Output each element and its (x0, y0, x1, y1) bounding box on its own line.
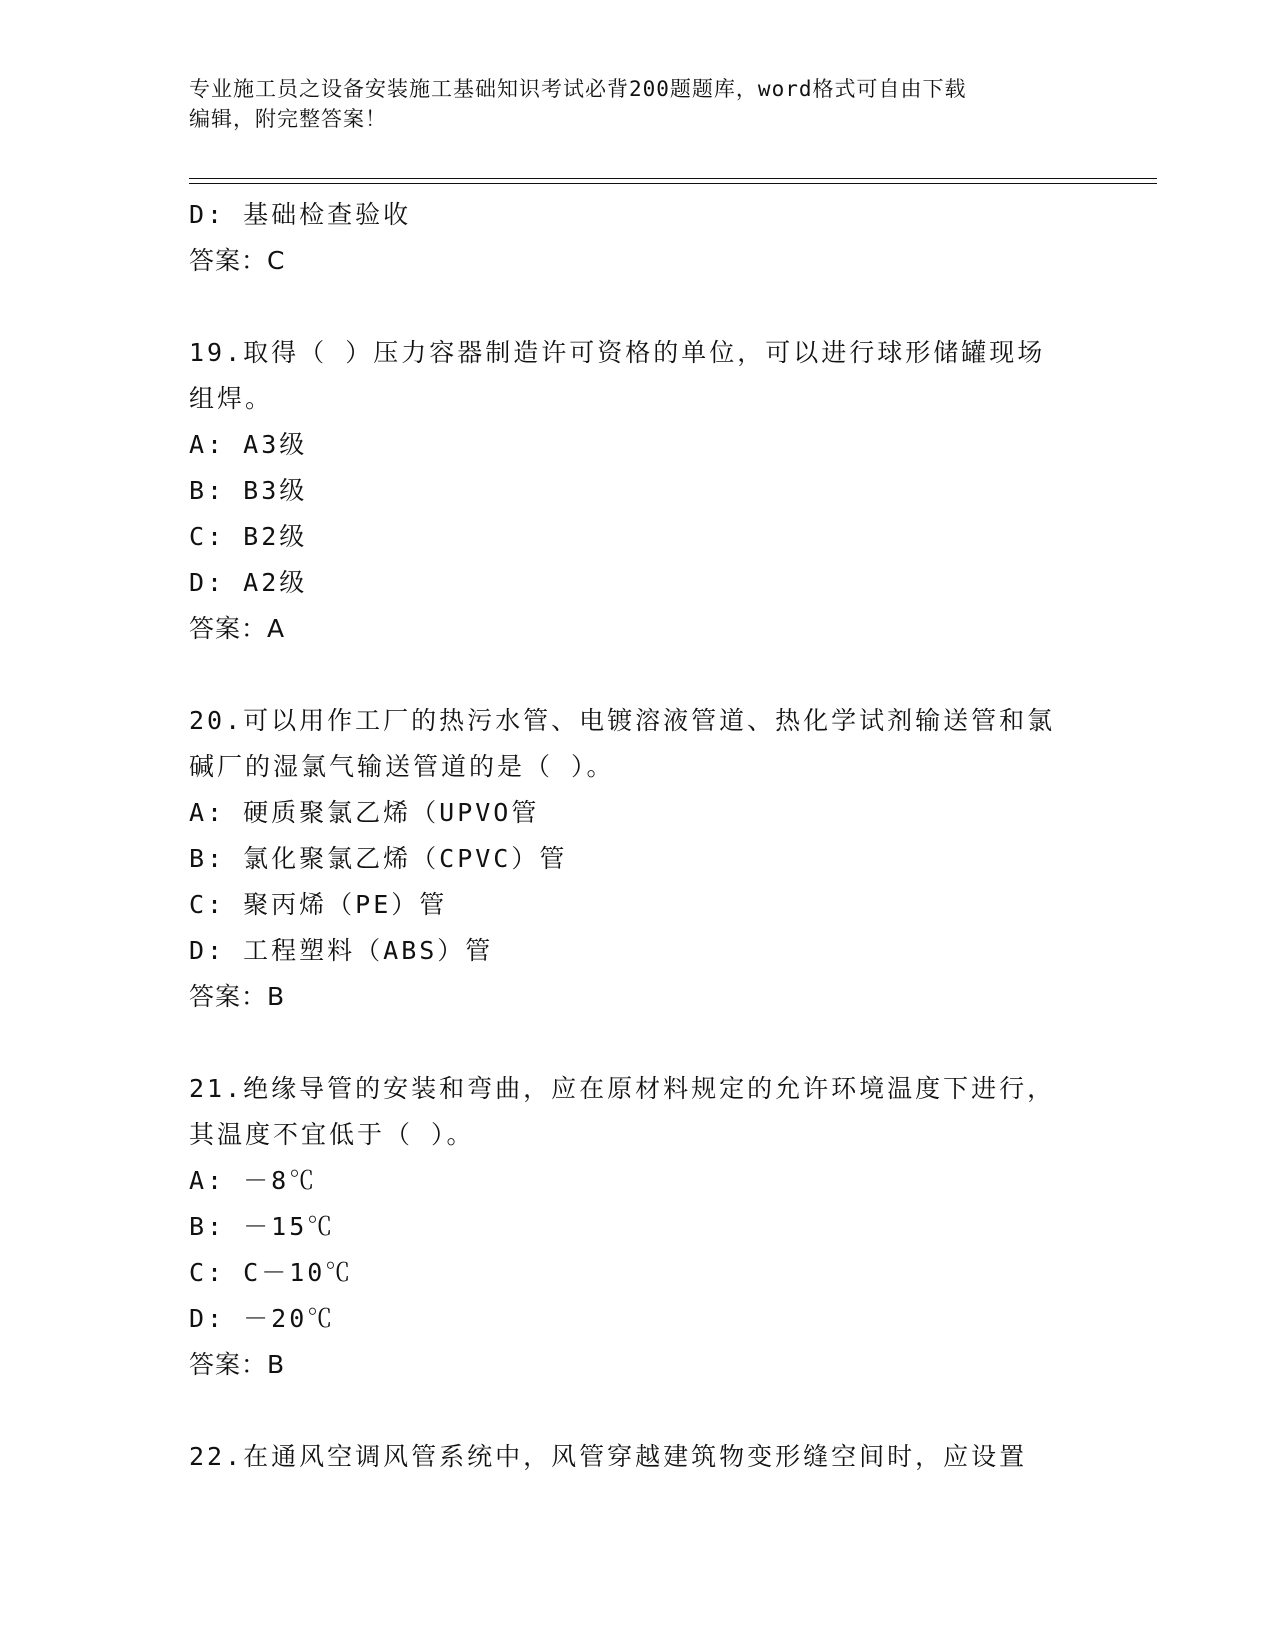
prev-answer: 答案：C (189, 246, 286, 275)
prev-option-d: D: 基础检查验收 (189, 200, 412, 229)
question-stem: 21.绝缘导管的安装和弯曲，应在原材料规定的允许环境温度下进行， (189, 1074, 1056, 1103)
question-content (189, 192, 1149, 1480)
question-stem-cont: 碱厂的湿氯气输送管道的是（ ）。 (189, 752, 615, 781)
option-d: D: －20℃ (189, 1304, 336, 1333)
question-stem: 20.可以用作工厂的热污水管、电镀溶液管道、热化学试剂输送管和氯 (189, 706, 1056, 735)
option-b: B: B3级 (189, 476, 308, 505)
option-b: B: 氯化聚氯乙烯（CPVC）管 (189, 844, 568, 873)
option-c: C: 聚丙烯（PE）管 (189, 890, 448, 919)
option-d: D: 工程塑料（ABS）管 (189, 936, 494, 965)
spacer (189, 1388, 1149, 1434)
spacer (189, 284, 1149, 330)
page-header (189, 74, 1089, 134)
header-line-1: 专业施工员之设备安装施工基础知识考试必背200题题库，word格式可自由下载 (189, 77, 967, 101)
question-stem-cont: 其温度不宜低于（ ）。 (189, 1120, 475, 1149)
question-stem: 22.在通风空调风管系统中，风管穿越建筑物变形缝空间时，应设置 (189, 1442, 1028, 1471)
header-divider-top (189, 178, 1157, 179)
option-c: C: C－10℃ (189, 1258, 354, 1287)
question-20 (189, 698, 1149, 1020)
option-b: B: －15℃ (189, 1212, 336, 1241)
spacer (189, 1020, 1149, 1066)
option-c: C: B2级 (189, 522, 308, 551)
question-19 (189, 330, 1149, 652)
option-a: A: A3级 (189, 430, 308, 459)
option-a: A: 硬质聚氯乙烯（UPVO管 (189, 798, 540, 827)
option-d: D: A2级 (189, 568, 308, 597)
answer: 答案：B (189, 982, 286, 1011)
option-a: A: －8℃ (189, 1166, 318, 1195)
question-stem-cont: 组焊。 (189, 384, 274, 413)
answer: 答案：B (189, 1350, 286, 1379)
question-21 (189, 1066, 1149, 1388)
header-line-2: 编辑，附完整答案！ (189, 107, 387, 131)
spacer (189, 652, 1149, 698)
question-stem: 19.取得（ ）压力容器制造许可资格的单位，可以进行球形储罐现场 (189, 338, 1046, 367)
question-22 (189, 1434, 1149, 1480)
answer: 答案：A (189, 614, 286, 643)
header-divider-bottom (189, 183, 1157, 184)
